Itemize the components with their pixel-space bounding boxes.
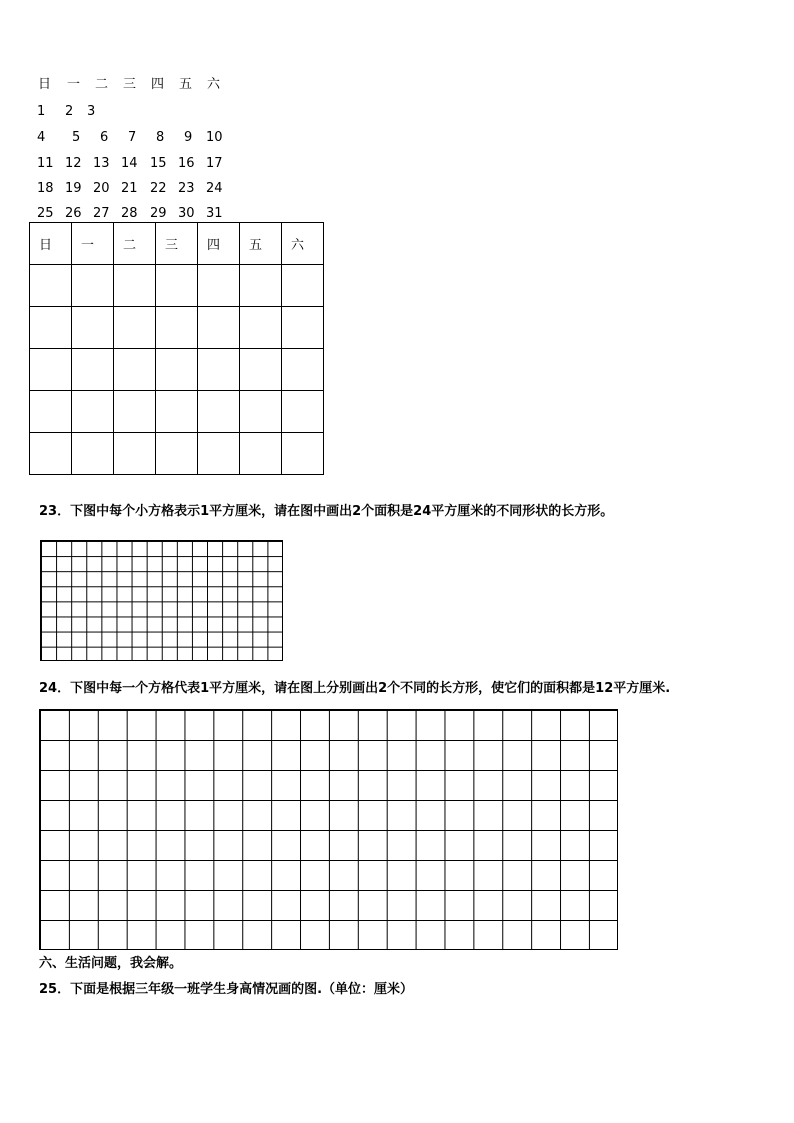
calendar-cell bbox=[240, 307, 282, 349]
calendar-cell bbox=[282, 433, 324, 475]
calendar-day: 31 bbox=[206, 206, 223, 221]
calendar-cell bbox=[156, 391, 198, 433]
calendar-cell bbox=[240, 391, 282, 433]
calendar-day: 10 bbox=[206, 130, 223, 145]
calendar-header-cell: 二 bbox=[114, 223, 156, 265]
weekday-fri: 五 bbox=[179, 77, 193, 92]
calendar-cell bbox=[282, 349, 324, 391]
calendar-cell bbox=[198, 391, 240, 433]
calendar-cell bbox=[156, 433, 198, 475]
calendar-cell bbox=[72, 433, 114, 475]
calendar-cell bbox=[72, 391, 114, 433]
calendar-day: 9 bbox=[184, 130, 193, 145]
empty-calendar-table bbox=[29, 222, 324, 475]
calendar-day: 5 bbox=[72, 130, 81, 145]
calendar-cell bbox=[72, 349, 114, 391]
calendar-day: 27 bbox=[93, 206, 110, 221]
calendar-day: 15 bbox=[150, 156, 167, 171]
calendar-day: 1 bbox=[37, 104, 46, 119]
calendar-cell bbox=[282, 391, 324, 433]
calendar-day: 14 bbox=[121, 156, 138, 171]
calendar-day: 4 bbox=[37, 130, 46, 145]
calendar-cell bbox=[30, 433, 72, 475]
weekday-tue: 二 bbox=[95, 77, 109, 92]
calendar-day: 13 bbox=[93, 156, 110, 171]
calendar-cell bbox=[114, 307, 156, 349]
calendar-day: 7 bbox=[128, 130, 137, 145]
calendar-header-cell: 六 bbox=[282, 223, 324, 265]
calendar-cell bbox=[240, 349, 282, 391]
calendar-cell bbox=[198, 349, 240, 391]
weekday-sat: 六 bbox=[207, 77, 221, 92]
calendar-day: 18 bbox=[37, 181, 54, 196]
calendar-day: 3 bbox=[87, 104, 96, 119]
calendar-day: 24 bbox=[206, 181, 223, 196]
weekday-mon: 一 bbox=[67, 77, 81, 92]
calendar-table-row bbox=[30, 265, 324, 307]
calendar-day: 20 bbox=[93, 181, 110, 196]
calendar-day: 25 bbox=[37, 206, 54, 221]
calendar-day: 17 bbox=[206, 156, 223, 171]
weekday-thu: 四 bbox=[151, 77, 165, 92]
calendar-day: 22 bbox=[150, 181, 167, 196]
calendar-cell bbox=[282, 265, 324, 307]
calendar-cell bbox=[30, 349, 72, 391]
calendar-cell bbox=[198, 433, 240, 475]
question-24: 24．下图中每一个方格代表1平方厘米，请在图上分别画出2个不同的长方形，使它们的面积都是12平方厘米. bbox=[39, 681, 671, 696]
calendar-table-row bbox=[30, 307, 324, 349]
section-6-heading: 六、生活问题，我会解。 bbox=[39, 956, 183, 971]
calendar-cell bbox=[156, 265, 198, 307]
calendar-day: 6 bbox=[100, 130, 109, 145]
grid-q23[interactable] bbox=[40, 540, 283, 661]
calendar-table-row bbox=[30, 391, 324, 433]
calendar-header-cell: 三 bbox=[156, 223, 198, 265]
calendar-day: 12 bbox=[65, 156, 82, 171]
calendar-cell bbox=[114, 349, 156, 391]
question-23: 23．下图中每个小方格表示1平方厘米，请在图中画出2个面积是24平方厘米的不同形状的长方形。 bbox=[39, 504, 614, 519]
calendar-day: 2 bbox=[65, 104, 74, 119]
calendar-day: 11 bbox=[37, 156, 54, 171]
calendar-day: 8 bbox=[156, 130, 165, 145]
calendar-day: 26 bbox=[65, 206, 82, 221]
weekday-wed: 三 bbox=[123, 77, 137, 92]
calendar-cell bbox=[198, 265, 240, 307]
calendar-cell bbox=[240, 265, 282, 307]
calendar-day: 21 bbox=[121, 181, 138, 196]
question-25: 25．下面是根据三年级一班学生身高情况画的图.（单位：厘米） bbox=[39, 982, 414, 997]
calendar-header-cell: 日 bbox=[30, 223, 72, 265]
calendar-cell bbox=[198, 307, 240, 349]
calendar-day: 16 bbox=[178, 156, 195, 171]
calendar-header-cell: 四 bbox=[198, 223, 240, 265]
calendar-cell bbox=[114, 433, 156, 475]
calendar-cell bbox=[72, 265, 114, 307]
calendar-day: 28 bbox=[121, 206, 138, 221]
calendar-cell bbox=[156, 349, 198, 391]
calendar-table-row bbox=[30, 433, 324, 475]
grid-q24[interactable] bbox=[39, 709, 618, 950]
calendar-table-row bbox=[30, 349, 324, 391]
weekday-sun: 日 bbox=[38, 77, 52, 92]
calendar-cell bbox=[156, 307, 198, 349]
calendar-table-header bbox=[30, 223, 324, 265]
calendar-cell bbox=[114, 391, 156, 433]
calendar-cell bbox=[282, 307, 324, 349]
calendar-cell bbox=[30, 391, 72, 433]
calendar-day: 30 bbox=[178, 206, 195, 221]
calendar-day: 19 bbox=[65, 181, 82, 196]
calendar-cell bbox=[240, 433, 282, 475]
calendar-cell bbox=[114, 265, 156, 307]
calendar-header-cell: 五 bbox=[240, 223, 282, 265]
calendar-day: 29 bbox=[150, 206, 167, 221]
calendar-cell bbox=[72, 307, 114, 349]
calendar-cell bbox=[30, 265, 72, 307]
calendar-day: 23 bbox=[178, 181, 195, 196]
calendar-cell bbox=[30, 307, 72, 349]
calendar-header-cell: 一 bbox=[72, 223, 114, 265]
